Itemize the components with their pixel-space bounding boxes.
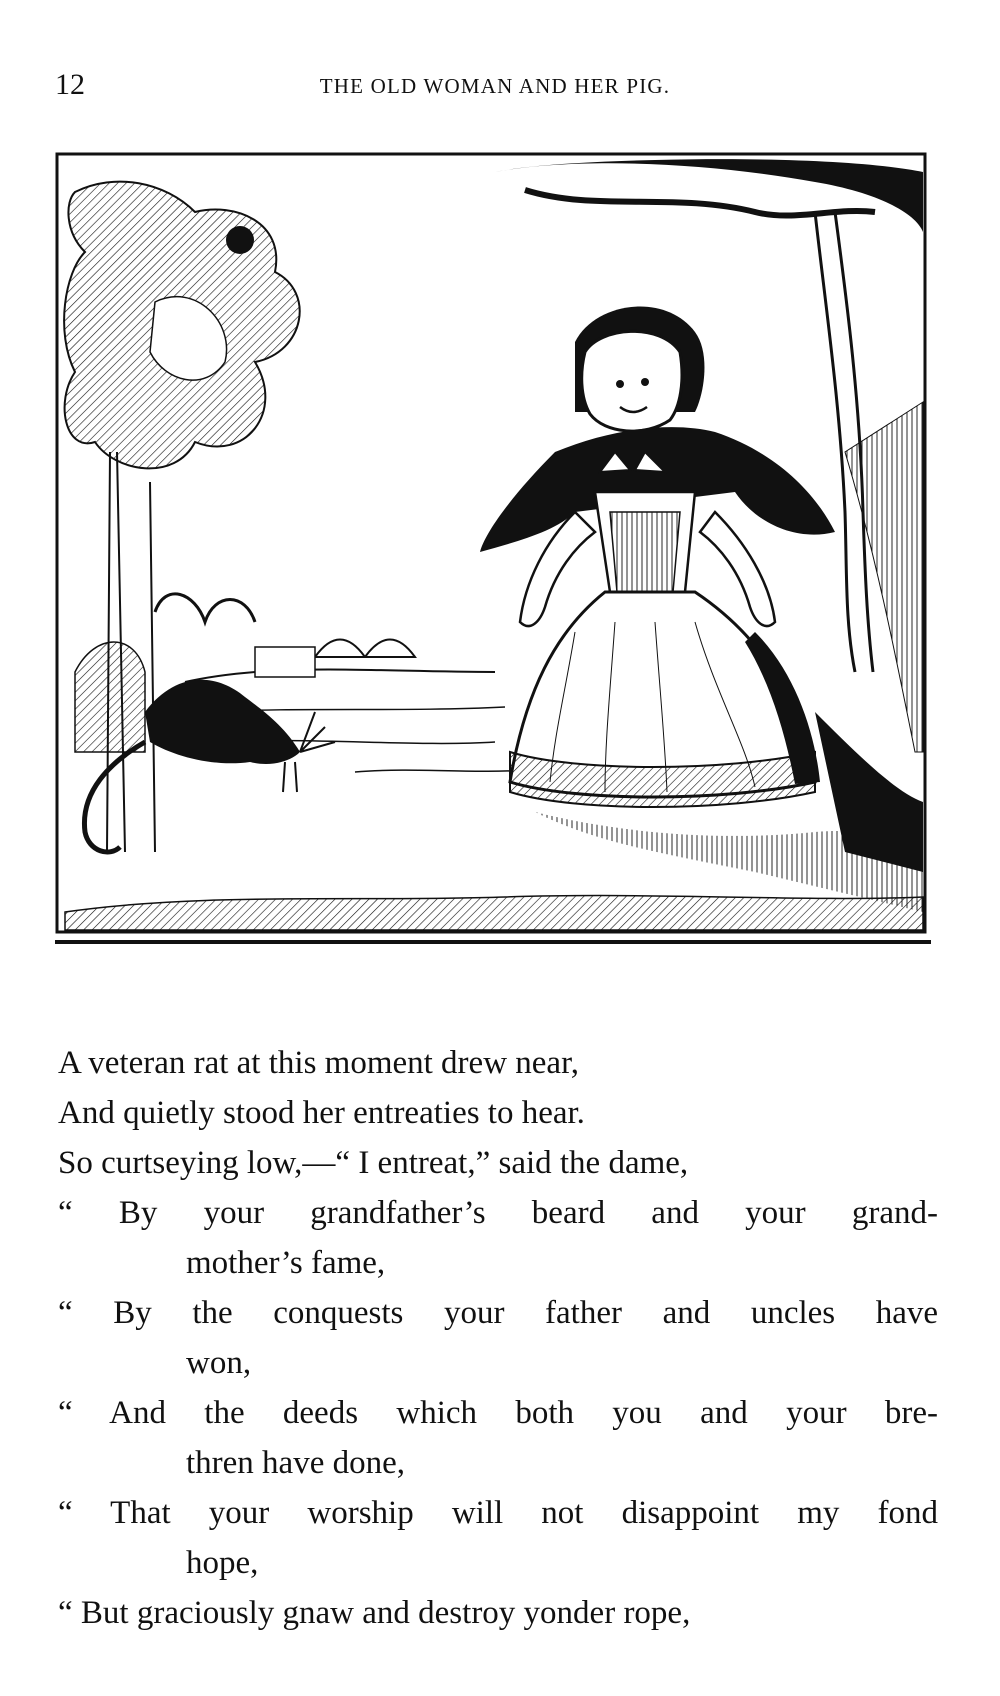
old-woman: [480, 307, 835, 807]
poem-line-continuation: hope,: [186, 1545, 259, 1581]
poem-line-continuation: won,: [186, 1345, 252, 1381]
poem-line: “ And the deeds which both you and your bre-: [58, 1395, 938, 1431]
poem-line-continuation: mother’s fame,: [186, 1245, 386, 1281]
poem-line-continuation: thren have done,: [186, 1445, 405, 1481]
poem-line: “ That your worship will not disappoint my fond: [58, 1495, 938, 1531]
running-title: THE OLD WOMAN AND HER PIG.: [319, 74, 671, 98]
poem-line: “ By your grandfather’s beard and your grand-: [58, 1195, 938, 1231]
rat: [75, 594, 335, 852]
poem-line: “ By the conquests your father and uncles have: [58, 1295, 938, 1331]
illustration-engraving: [55, 152, 935, 952]
page-header: [55, 68, 935, 108]
page-number: 12: [55, 68, 85, 101]
poem-line: “ But graciously gnaw and destroy yonder rope,: [58, 1595, 691, 1631]
poem: [58, 1038, 938, 1638]
poem-line: A veteran rat at this moment drew near,: [58, 1045, 579, 1081]
poem-line: So curtseying low,—“ I entreat,” said the dame,: [58, 1145, 689, 1181]
poem-line: And quietly stood her entreaties to hear.: [58, 1095, 585, 1131]
illustration: [55, 152, 935, 952]
